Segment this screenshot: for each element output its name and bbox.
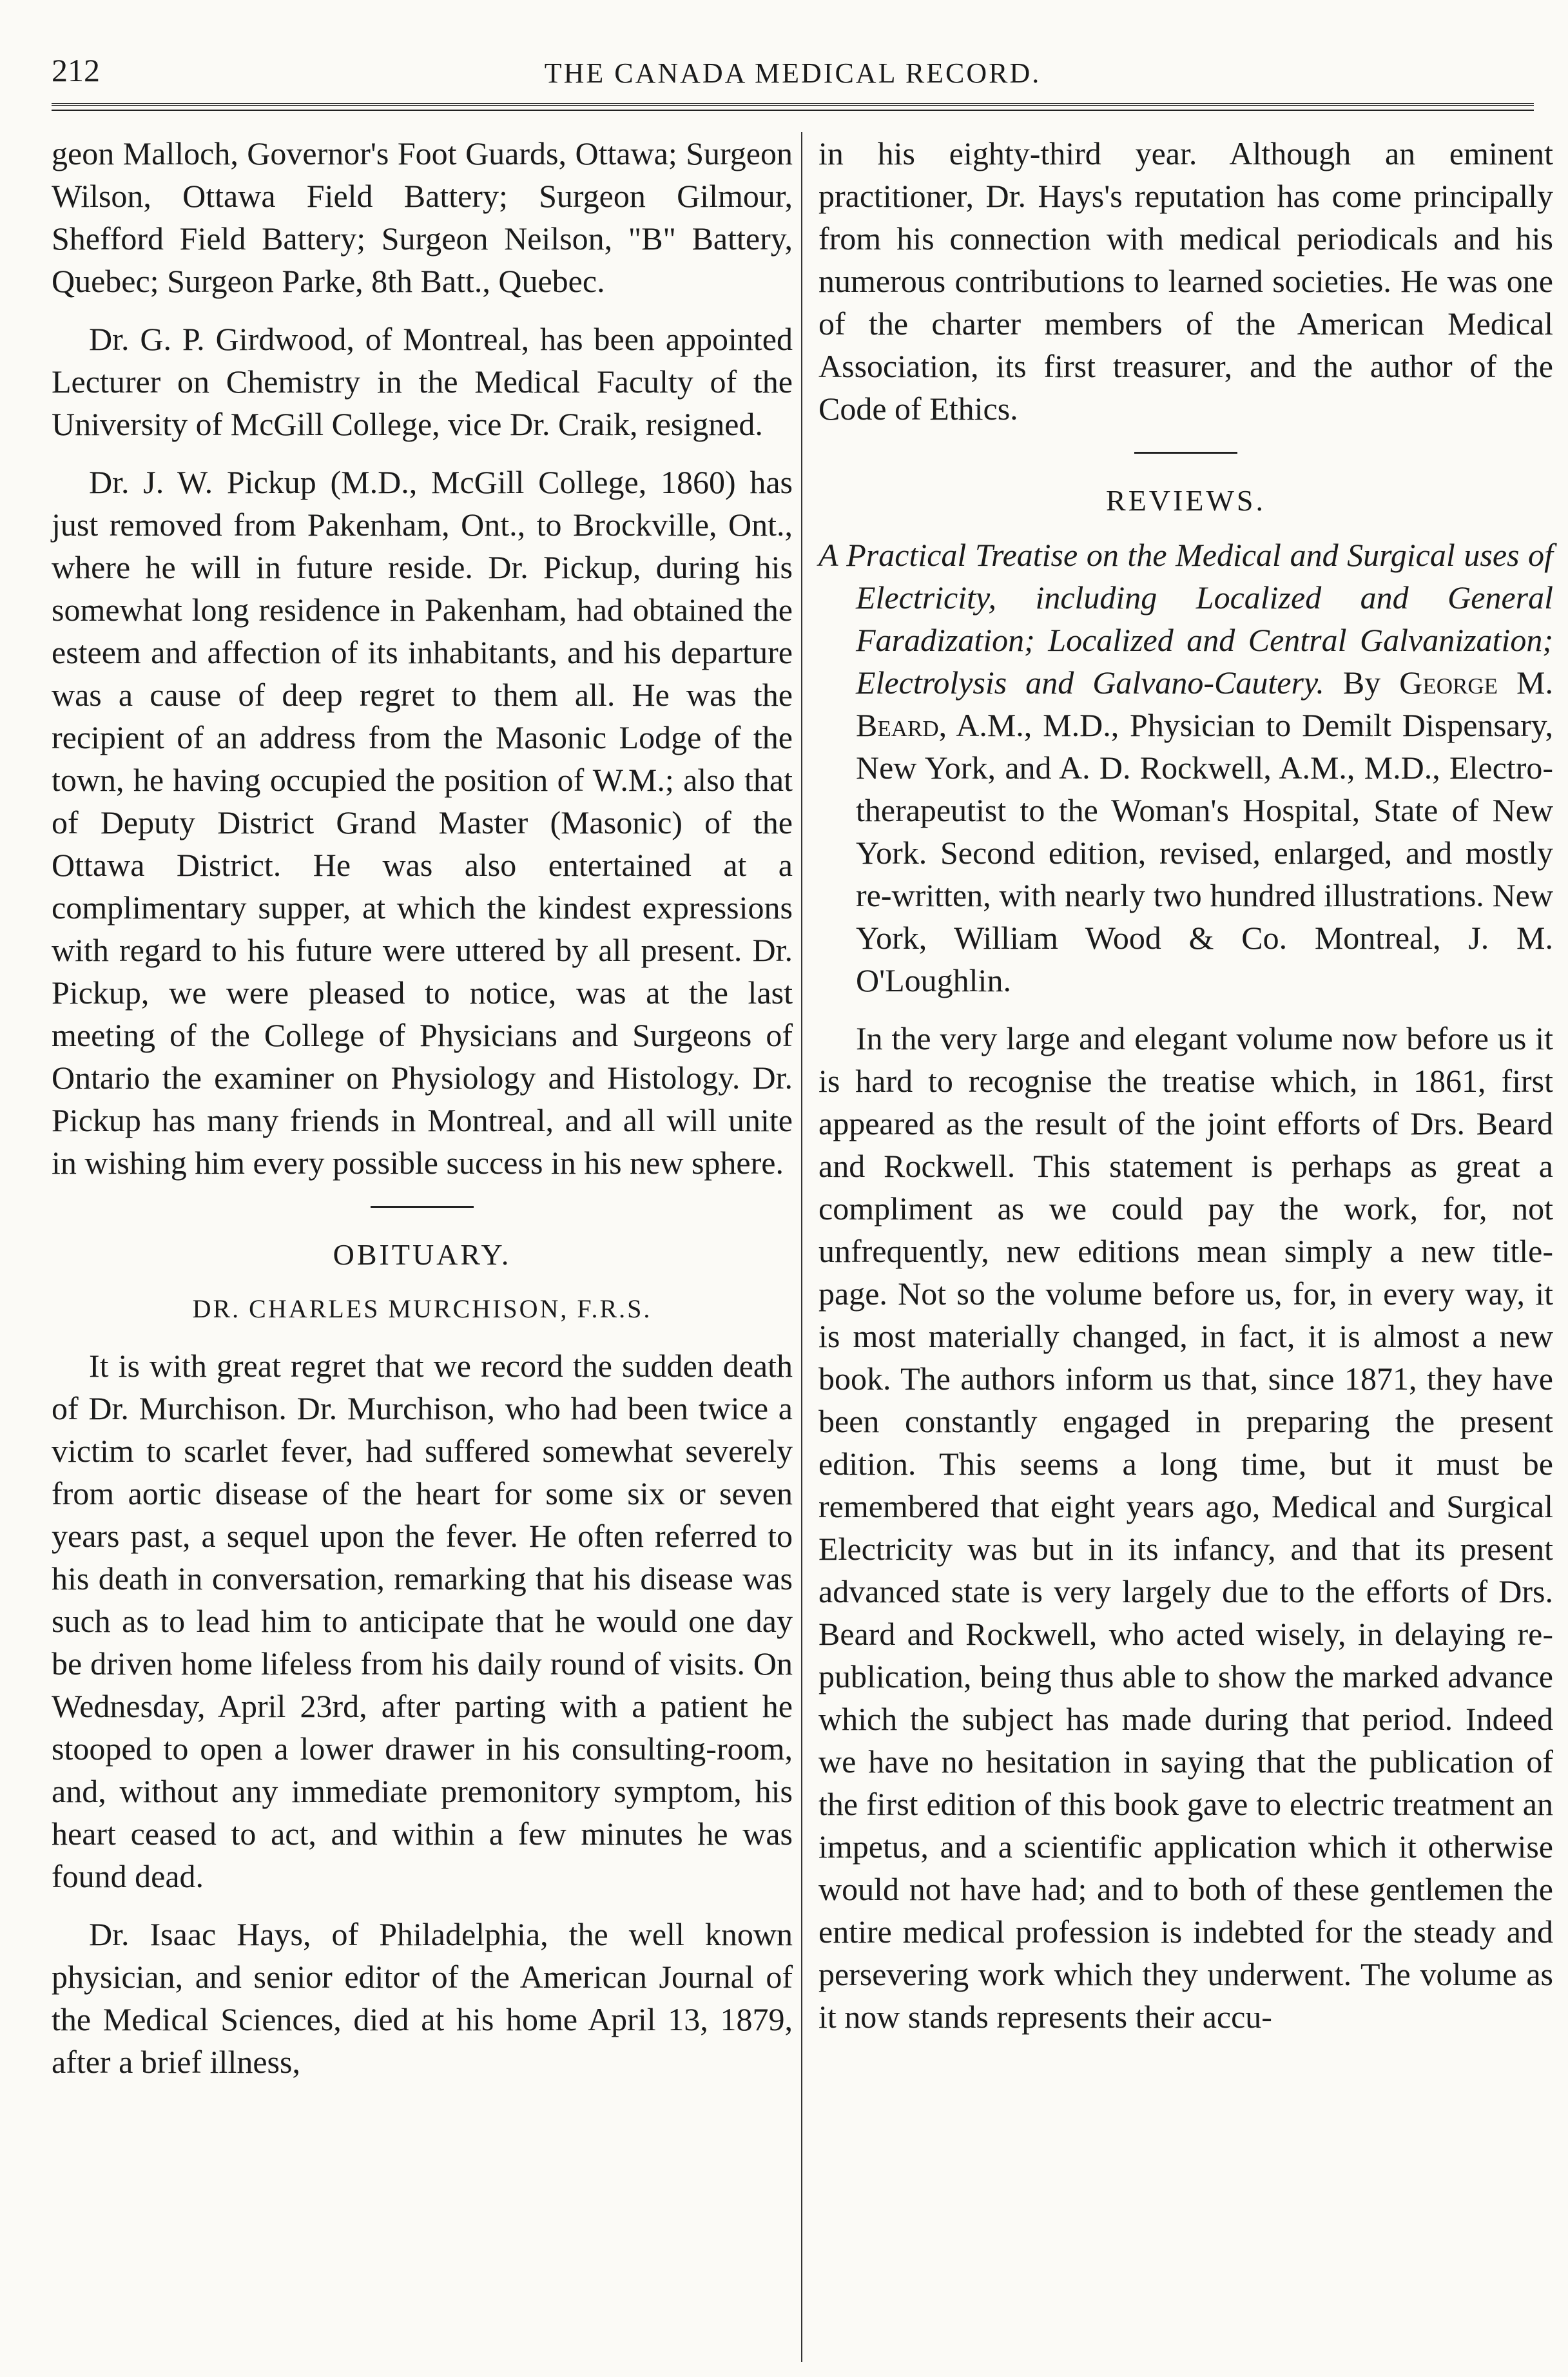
section-divider-right — [1134, 452, 1237, 454]
page-number: 212 — [52, 52, 100, 88]
review-by: By — [1342, 665, 1381, 701]
header-rule — [52, 103, 1534, 111]
obituary-heading: OBITUARY. — [333, 1238, 512, 1271]
murchison-paragraph: It is with great regret that we record the sudden death of Dr. Murchison. Dr. Murchison, who had been twice a victim to scarlet fever, had suffered somewhat severely from aortic disease of the heart for some six or seven years past, a sequel upon the fever. He often referred to his death in conversation, remarking that his disease was such as to lead him to anticipate that he would one day be driven home lifeless from his daily round of visits. On Wednesday, April 23rd, after parting with a patient he stooped to open a lower drawer in his consulting-room, and, without any immediate premonitory symptom, his heart ceased to act, and within a few minutes he was found dead. — [52, 1348, 793, 1894]
review-author: George M. Beard — [856, 665, 1554, 743]
review-details: , A.M., M.D., Physician to Demilt Dispensary, New York, and A. D. Rockwell, A.M., M.D., Electro-therapeutist to the Woman's Hospital, State of New York. Second edition, revised, enlarged, and mostly re-written, with nearly two hundred illustrations. New York, William Wood & Co. Montreal, J. M. O'Loughlin. — [856, 707, 1553, 998]
girdwood-paragraph: Dr. G. P. Girdwood, of Montreal, has been appointed Lecturer on Chemistry in the Medical Faculty of the University of McGill College, vice Dr. Craik, resigned. — [52, 321, 793, 442]
left-column — [52, 132, 793, 2099]
section-divider — [371, 1206, 474, 1208]
reviews-heading: REVIEWS. — [1106, 484, 1266, 517]
obituary-subheading: DR. CHARLES MURCHISON, F.R.S. — [192, 1294, 652, 1323]
page-header — [52, 39, 1534, 97]
review-citation — [818, 534, 1553, 1002]
pickup-paragraph: Dr. J. W. Pickup (M.D., McGill College, 1860) has just removed from Pakenham, Ont., to Brockville, Ont., where he will in future reside. Dr. Pickup, during his somewhat long residence in Pakenham, had obtained the esteem and affection of its inhabitants, and his departure was a cause of deep regret to them all. He was the recipient of an address from the Masonic Lodge of the town, he having occupied the position of W.M.; also that of Deputy District Grand Master (Masonic) of the Ottawa District. He was also entertained at a complimentary supper, at which the kindest expressions with regard to his future were uttered by all present. Dr. Pickup, we were pleased to notice, was at the last meeting of the College of Physicians and Surgeons of Ontario the examiner on Physiology and Histology. Dr. Pickup has many friends in Montreal, and all will unite in wishing him every possible success in his new sphere. — [52, 464, 793, 1181]
appointments-continued-paragraph: geon Malloch, Governor's Foot Guards, Ottawa; Surgeon Wilson, Ottawa Field Battery; Surgeon Gilmour, Shefford Field Battery; Surgeon Neilson, "B" Battery, Quebec; Surgeon Parke, 8th Batt., Quebec. — [52, 135, 793, 299]
column-divider — [801, 132, 802, 2362]
hays-paragraph: Dr. Isaac Hays, of Philadelphia, the well known physician, and senior editor of the American Journal of the Medical Sciences, died at his home April 13, 1879, after a brief illness, — [52, 1916, 793, 2080]
review-body-paragraph: In the very large and elegant volume now before us it is hard to recognise the treatise which, in 1861, first appeared as the result of the joint efforts of Drs. Beard and Rockwell. This statement is perhaps as great a compliment as we could pay the work, for, not unfrequently, new editions mean simply a new title-page. Not so the volume before us, for, in every way, it is most materially changed, in fact, it is almost a new book. The authors inform us that, since 1871, they have been constantly engaged in preparing the present edition. This seems a long time, but it must be remembered that eight years ago, Medical and Surgical Electricity was but in its infancy, and that its present advanced state is very largely due to the efforts of Drs. Beard and Rockwell, who acted wisely, in delaying re-publication, being thus able to show the marked advance which the subject has made during that period. Indeed we have no hesitation in saying that the publication of the first edition of this book gave to electric treatment an impetus, and a scientific application which it otherwise would not have had; and to both of these gentlemen the entire medical profession is indebted for the steady and persevering work which they underwent. The volume as it now stands represents their accu- — [818, 1020, 1553, 2035]
hays-continued-paragraph: in his eighty-third year. Although an eminent practitioner, Dr. Hays's reputation has come principally from his connection with medical periodicals and his numerous contributions to learned societies. He was one of the charter members of the American Medical Association, its first treasurer, and the author of the Code of Ethics. — [818, 135, 1553, 427]
running-title: THE CANADA MEDICAL RECORD. — [544, 57, 1041, 89]
review-book-title: A Practical Treatise on the Medical and Surgical uses of Electricity, including Localized and General Faradization; Localized and Central Galvanization; Electrolysis and Galvano-Cautery. — [818, 537, 1553, 701]
right-column — [818, 132, 1553, 2053]
